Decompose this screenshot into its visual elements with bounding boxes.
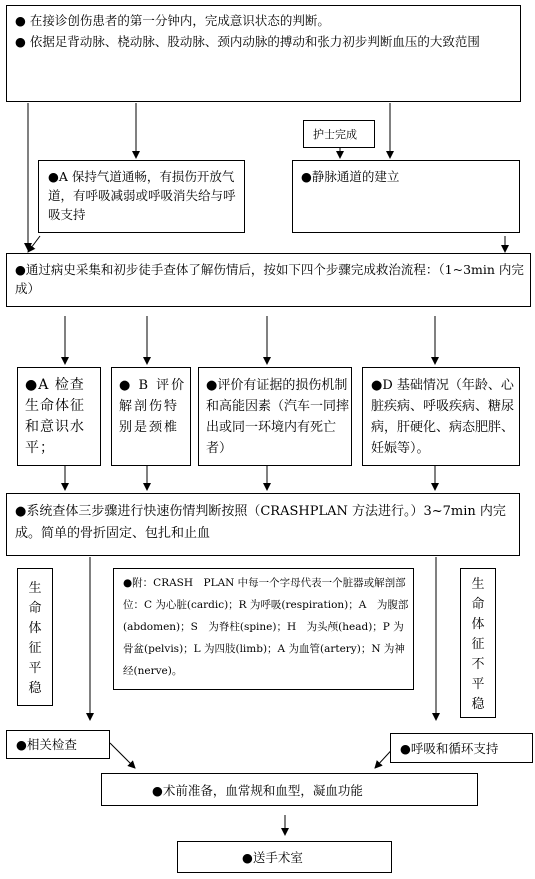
- initial-assessment-line1: ● 在接诊创伤患者的第一分钟内，完成意识状态的判断。: [15, 13, 330, 28]
- step-a-text: ●A 检查生命体征和意识水平；: [25, 377, 85, 456]
- preop-text: ●术前准备，血常规和血型，凝血功能: [152, 783, 363, 798]
- iv-access-text: ●静脉通道的建立: [301, 169, 400, 184]
- vital-stable-text: 生命体征平稳: [28, 581, 42, 696]
- nurse-label-text: 护士完成: [313, 128, 357, 141]
- step-c-text: ●评价有证据的损伤机制和高能因素（汽车一同摔出或同一环境内有死亡者）: [206, 378, 350, 456]
- iv-access-box: [292, 160, 520, 233]
- airway-text: ●A 保持气道通畅，有损伤开放气道，有呼吸减弱或呼吸消失给与呼吸支持: [48, 169, 236, 222]
- step-d-text: ●D 基础情况（年龄、心脏疾病、呼吸疾病、糖尿病，肝硬化、病态肥胖、妊娠等）。: [371, 378, 515, 456]
- operating-room-text: ●送手术室: [242, 850, 303, 865]
- initial-assessment-line2: ● 依据足背动脉、桡动脉、股动脉、颈内动脉的搏动和张力初步判断血压的大致范围: [15, 34, 480, 49]
- step-d-box: [362, 367, 520, 466]
- crashplan-note-text: ●附：CRASH PLAN 中每一个字母代表一个脏器或解剖部位：C 为心脏(cardic)；R 为呼吸(respiration)；A 为腹部(abdomen)；S 为脊柱(spine)；H 为头颅(head)；P 为骨盆(pelvis)；L 为四肢(limb)；A 为血管(artery)；N 为神经(nerve)。: [123, 577, 409, 677]
- preop-box: [101, 773, 478, 806]
- airway-box: [38, 160, 245, 233]
- crashplan-note-box: [113, 568, 414, 690]
- history-text: ●通过病史采集和初步徒手查体了解伤情后，按如下四个步骤完成救治流程：（1~3min 内完成）: [15, 262, 524, 296]
- crashplan-box: [6, 493, 520, 556]
- vital-unstable-box: [460, 568, 496, 718]
- step-b-text: ● B 评价解剖伤特别是颈椎: [119, 378, 187, 435]
- arrow-airway-to-history: [28, 236, 40, 252]
- nurse-label-box: [303, 120, 375, 148]
- related-exams-text: ●相关检查: [16, 737, 77, 752]
- resp-circulation-box: [390, 733, 533, 763]
- vital-stable-box: [17, 568, 53, 706]
- crashplan-text: ●系统查体三步骤进行快速伤情判断按照（CRASHPLAN 方法进行。）3~7min 内完成。简单的骨折固定、包扎和止血: [15, 504, 506, 541]
- step-b-box: [111, 367, 191, 466]
- history-box: [6, 253, 531, 307]
- related-exams-box: [6, 730, 110, 759]
- resp-circulation-text: ●呼吸和循环支持: [400, 741, 499, 756]
- step-a-box: [17, 367, 101, 466]
- initial-assessment-box: [6, 5, 521, 102]
- vital-unstable-text: 生命体征不平稳: [471, 577, 485, 712]
- step-c-box: [198, 367, 352, 466]
- arrow-check-to-preop: [110, 743, 135, 768]
- operating-room-box: [177, 841, 392, 873]
